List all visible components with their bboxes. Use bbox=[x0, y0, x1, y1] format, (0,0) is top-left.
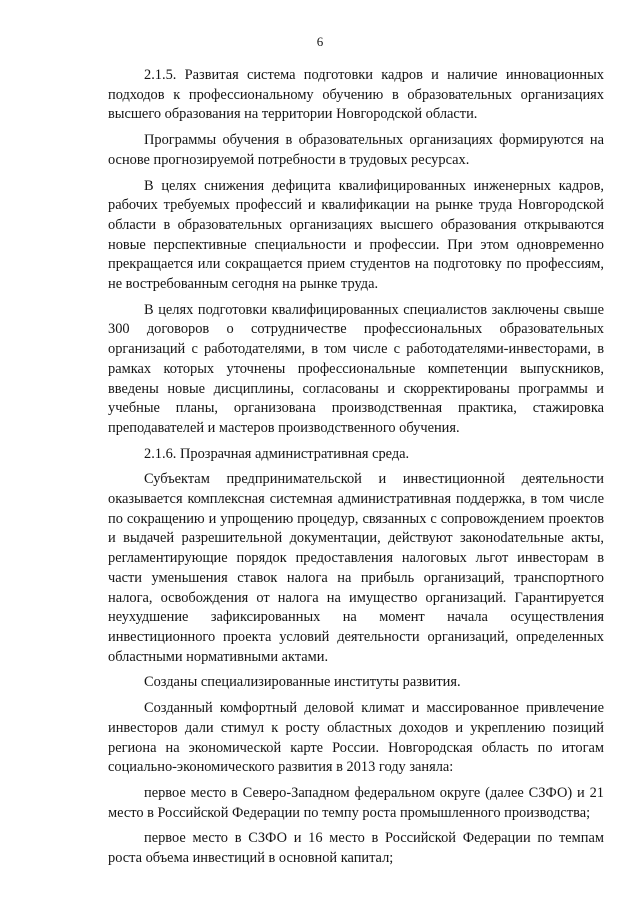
paragraph-employer-agreements: В целях подготовки квалифицированных специалистов заключены свыше 300 договоров о сотрудничестве профессиональных образовательных организаций с работодателями, в том числе с работодателями-инвесторами, в рамках которых уточнены профессиональные компетенции выпускников, введены новые дисциплины, согласованы и скорректированы программы и учебные планы, организована производственная практика, стажировка преподавателей и мастеров производственного обучения. bbox=[108, 301, 604, 436]
paragraph-training-programs: Программы обучения в образовательных организациях формируются на основе прогнозируемой потребности в трудовых ресурсах. bbox=[108, 132, 604, 168]
paragraph-industrial-growth-rank: первое место в Северо-Западном федеральном округе (далее СЗФО) и 21 место в Российской Федерации по темпу роста промышленного производства; bbox=[108, 784, 604, 821]
paragraph-investment-growth-rank: первое место в СЗФО и 16 место в Российской Федерации по темпам роста объема инвестиций в основной капитал; bbox=[108, 830, 604, 867]
paragraph-business-climate: Созданный комфортный деловой климат и массированное привлечение инвесторов дали стимул к росту областных доходов и укреплению позиций региона на экономической карте России. Новгородская область по итогам социально-экономического развития в 2013 году заняла: bbox=[108, 700, 604, 776]
paragraph-2-1-5-heading: 2.1.5. Развитая система подготовки кадров и наличие инновационных подходов к профессиональному обучению в образовательных организациях высшего образования на территории Новгородской области. bbox=[108, 67, 604, 123]
paragraph-new-specialties: В целях снижения дефицита квалифицированных инженерных кадров, рабочих требуемых профессий и квалификации на рынке труда Новгородской области в образовательных организациях высшего образования открываются новые перспективные специальности и профессии. При этом одновременно прекращается или сокращается прием студентов на подготовку по профессиям, не востребованным сегодня на рынке труда. bbox=[108, 177, 604, 293]
document-body bbox=[108, 66, 604, 875]
paragraph-administrative-support: Субъектам предпринимательской и инвестиционной деятельности оказывается комплексная системная административная поддержка, в том числе по сокращению и упрощению процедур, связанных с сопровождением проектов и выдачей разрешительной документации, действуют законоdательные акты, регламентирующие порядок предоставления налоговых льгот инвесторам в части уменьшения ставок налога на прибыль организаций, транспортного налога, освобождения от налога на имущество организаций. Гарантируется неухудшение зафиксированных на момент начала осуществления инвестиционного проекта условий деятельности организаций, определенных областными нормативными актами. bbox=[108, 471, 604, 665]
paragraph-development-institutes: Созданы специализированные институты развития. bbox=[144, 674, 461, 691]
page-number: 6 bbox=[316, 34, 324, 49]
paragraph-2-1-6-heading: 2.1.6. Прозрачная административная среда. bbox=[144, 445, 410, 462]
